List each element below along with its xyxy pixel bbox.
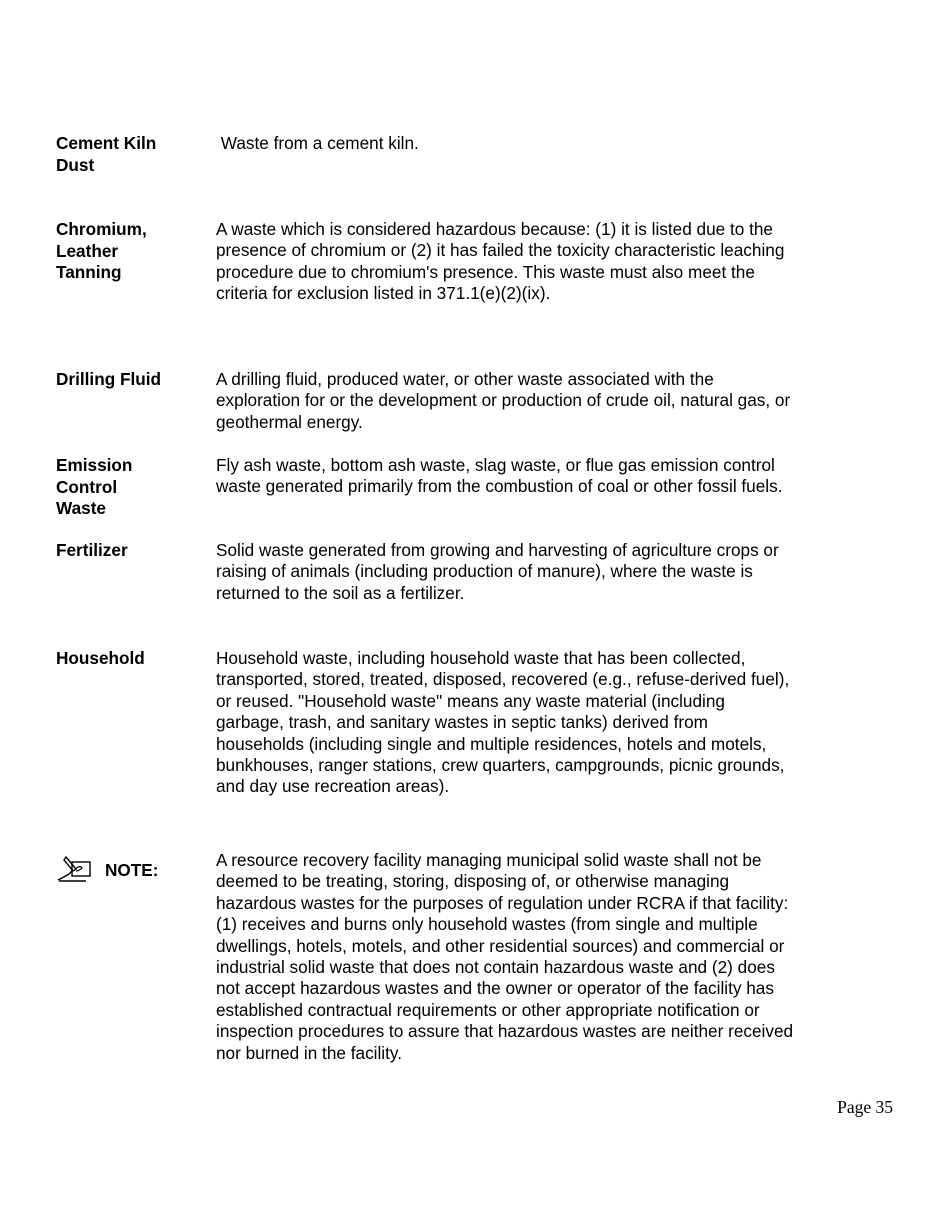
page-number: Page 35	[837, 1097, 893, 1117]
glossary-term: Cement Kiln Dust	[56, 133, 157, 175]
glossary-term: Fertilizer	[56, 540, 128, 560]
glossary-term: Household	[56, 648, 145, 668]
writing-hand-icon	[56, 854, 94, 884]
glossary-definition: A waste which is considered hazardous because: (1) it is listed due to the presence of chromium or (2) it has failed the toxicity characteristic leaching procedure due to chromium's presence. This waste must also meet the criteria for exclusion listed in 371.1(e)(2)(ix).	[216, 219, 785, 304]
glossary-term: Chromium, Leather Tanning	[56, 219, 147, 282]
glossary-definition: Solid waste generated from growing and harvesting of agriculture crops or raising of animals (including production of manure), where the waste is returned to the soil as a fertilizer.	[216, 540, 779, 603]
glossary-definition: Fly ash waste, bottom ash waste, slag waste, or flue gas emission control waste generated primarily from the combustion of coal or other fossil fuels.	[216, 455, 783, 497]
note-text: A resource recovery facility managing municipal solid waste shall not be deemed to be treating, storing, disposing of, or otherwise managing hazardous wastes for the purposes of regulation under RCRA if that facility: (1) receives and burns only household wastes (from single and multiple dwellings, hotels, motels, and other residential sources) and commercial or industrial solid waste that does not contain hazardous waste and (2) does not accept hazardous wastes and the owner or operator of the facility has established contractual requirements or other appropriate notification or inspection procedures to assure that hazardous wastes are neither received nor burned in the facility.	[216, 850, 794, 1063]
glossary-term: Emission Control Waste	[56, 455, 133, 518]
glossary-term: Drilling Fluid	[56, 369, 162, 389]
note-label: NOTE:	[105, 860, 159, 880]
glossary-definition: A drilling fluid, produced water, or other waste associated with the exploration for or the development or production of crude oil, natural gas, or geothermal energy.	[216, 369, 791, 432]
glossary-definition: Household waste, including household waste that has been collected, transported, stored, treated, disposed, recovered (e.g., refuse-derived fuel), or reused. "Household waste" means any waste material (including garbage, trash, and sanitary wastes in septic tanks) derived from households (including single and multiple residences, hotels and motels, bunkhouses, ranger stations, crew quarters, campgrounds, picnic grounds, and day use recreation areas).	[216, 648, 790, 797]
glossary-definition: Waste from a cement kiln.	[216, 133, 419, 153]
